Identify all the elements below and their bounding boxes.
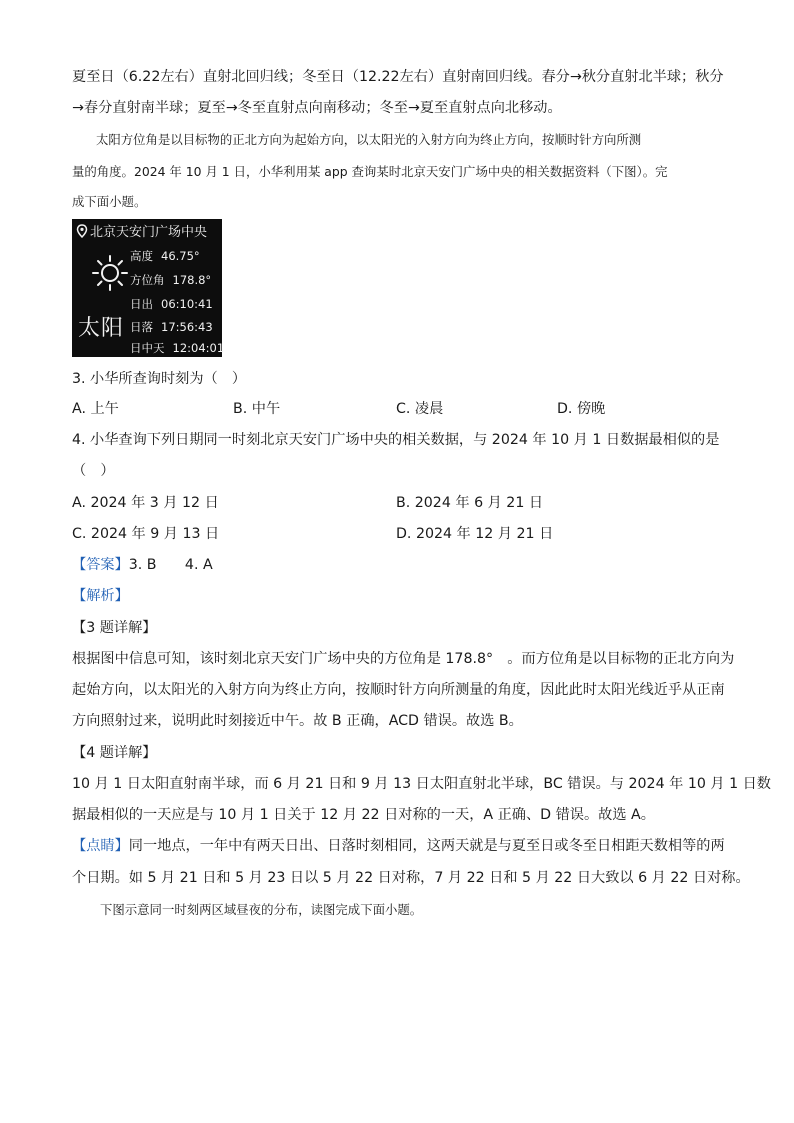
d3-line-3: 方向照射过来，说明此时刻接近中午。故 B 正确，ACD 错误。故选 B。 xyxy=(72,713,523,729)
stem-line-1: 太阳方位角是以目标物的正北方向为起始方向，以太阳光的入射方向为终止方向，按顺时针方向所测 xyxy=(96,132,642,147)
d3-line-1: 根据图中信息可知，该时刻北京天安门广场中央的方位角是 178.8° 。而方位角是以目标物的正北方向为 xyxy=(72,651,735,667)
body-name: 太阳 xyxy=(78,316,125,341)
q4-text-line-1: 4. 小华查询下列日期同一时刻北京天安门广场中央的相关数据，与 2024 年 10 月 1 日数据最相似的是 xyxy=(72,432,720,448)
row-altitude: 高度 46.75° xyxy=(130,249,200,263)
row-sunset: 日落 17:56:43 xyxy=(130,320,213,334)
d4-line-2: 据最相似的一天应是与 10 月 1 日关于 12 月 22 日对称的一天，A 正确、D 错误。故选 A。 xyxy=(72,807,655,823)
q4-text-line-2: （ ） xyxy=(72,463,115,479)
d4-title: 【4 题详解】 xyxy=(72,745,157,761)
row-azimuth: 方位角 178.8° xyxy=(130,273,212,287)
stem-line-3: 成下面小题。 xyxy=(72,194,147,209)
q4-option-d: D. 2024 年 12 月 21 日 xyxy=(396,526,554,542)
d3-title: 【3 题详解】 xyxy=(72,620,157,636)
row-transit: 日中天 12:04:01 xyxy=(130,341,225,355)
tip-line-1: 同一地点，一年中有两天日出、日落时刻相同，这两天就是与夏至日或冬至日相距天数相等的两 xyxy=(128,838,725,854)
d4-line-1: 10 月 1 日太阳直射南半球，而 6 月 21 日和 9 月 13 日太阳直射北半球，BC 错误。与 2024 年 10 月 1 日数 xyxy=(72,776,771,792)
answer-label: 【答案】 xyxy=(72,557,129,573)
tip-row xyxy=(72,836,725,856)
answer-text: 3. B 4. A xyxy=(128,557,213,573)
tip-label: 【点睛】 xyxy=(72,838,129,854)
analysis-label: 【解析】 xyxy=(72,588,129,604)
q3-text: 3. 小华所查询时刻为（ ） xyxy=(72,371,247,387)
q3-option-b: B. 中午 xyxy=(233,401,281,417)
q3-option-c: C. 凌晨 xyxy=(396,401,444,417)
tip-line-2: 个日期。如 5 月 21 日和 5 月 23 日以 5 月 22 日对称，7 月 22 日和 5 月 22 日大致以 6 月 22 日对称。 xyxy=(72,870,750,886)
answer-row xyxy=(72,555,213,575)
intro-line-1: 夏至日（6.22左右）直射北回归线；冬至日（12.22左右）直射南回归线。春分→秋分直射北半球；秋分 xyxy=(72,69,724,85)
q3-option-a: A. 上午 xyxy=(72,401,119,417)
stem-line-2: 量的角度。2024 年 10 月 1 日，小华利用某 app 查询某时北京天安门广场中央的相关数据资料（下图）。完 xyxy=(72,164,668,179)
location-row xyxy=(76,224,207,241)
q4-option-b: B. 2024 年 6 月 21 日 xyxy=(396,495,544,511)
sun-icon xyxy=(90,253,130,293)
location-pin-icon xyxy=(76,224,88,238)
next-stem: 下图示意同一时刻两区域昼夜的分布，读图完成下面小题。 xyxy=(100,902,423,917)
row-sunrise: 日出 06:10:41 xyxy=(130,297,213,311)
q4-option-a: A. 2024 年 3 月 12 日 xyxy=(72,495,219,511)
location-name: 北京天安门广场中央 xyxy=(90,225,208,240)
q4-option-c: C. 2024 年 9 月 13 日 xyxy=(72,526,220,542)
intro-line-2: →春分直射南半球；夏至→冬至直射点向南移动；冬至→夏至直射点向北移动。 xyxy=(72,100,562,116)
q3-option-d: D. 傍晚 xyxy=(557,401,606,417)
sun-data-app-screenshot xyxy=(72,219,225,357)
d3-line-2: 起始方向，以太阳光的入射方向为终止方向，按顺时针方向所测量的角度，因此此时太阳光线近乎从正南 xyxy=(72,682,725,698)
